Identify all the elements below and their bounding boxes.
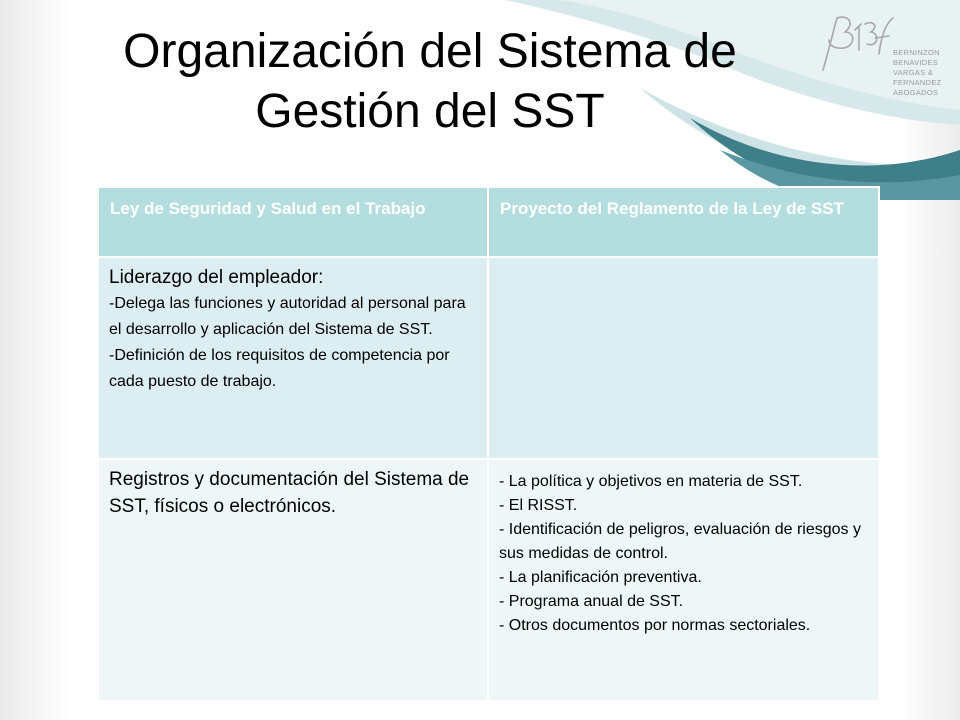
logo-line: ABOGADOS <box>893 88 939 97</box>
logo-line: BERNINZON <box>893 48 940 57</box>
comparison-table <box>97 186 880 702</box>
list-item: - La política y objetivos en materia de SST. <box>499 473 803 490</box>
cell-registros <box>98 459 488 701</box>
header-cell-reglamento: Proyecto del Reglamento de la Ley de SST <box>488 187 879 257</box>
logo-line: VARGAS & <box>893 68 934 77</box>
cell-lead-text: Registros y documentación del Sistema de SST, físicos o electrónicos. <box>109 469 470 517</box>
cell-empty <box>488 257 879 459</box>
table-row <box>98 257 879 459</box>
list-item: - Otros documentos por normas sectoriales. <box>499 617 811 634</box>
document-list <box>499 466 870 638</box>
cell-documentos <box>488 459 879 701</box>
list-item: - El RISST. <box>499 497 578 514</box>
cell-item: -Definición de los requisitos de competencia por cada puesto de trabajo. <box>109 347 450 390</box>
logo-mark-icon <box>815 10 895 80</box>
logo-line: BENAVIDES <box>893 58 939 67</box>
cell-item: -Delega las funciones y autoridad al personal para el desarrollo y aplicación del Sistema de SST. <box>109 295 466 338</box>
cell-liderazgo <box>98 257 488 459</box>
header-cell-ley: Ley de Seguridad y Salud en el Trabajo <box>98 187 488 257</box>
cell-lead-text: Liderazgo del empleador: <box>109 267 324 288</box>
title-line-2: Gestión del SST <box>255 85 605 138</box>
title-line-1: Organización del Sistema de <box>123 25 737 78</box>
list-item: - Programa anual de SST. <box>499 593 684 610</box>
list-item: - La planificación preventiva. <box>499 569 702 586</box>
logo-text <box>893 48 960 98</box>
page-title <box>60 22 800 142</box>
logo-line: FERNANDEZ <box>893 78 942 87</box>
company-logo <box>815 10 955 130</box>
list-item: - Identificación de peligros, evaluación de riesgos y sus medidas de control. <box>499 521 861 562</box>
table-header-row <box>98 187 879 257</box>
table-row <box>98 459 879 701</box>
